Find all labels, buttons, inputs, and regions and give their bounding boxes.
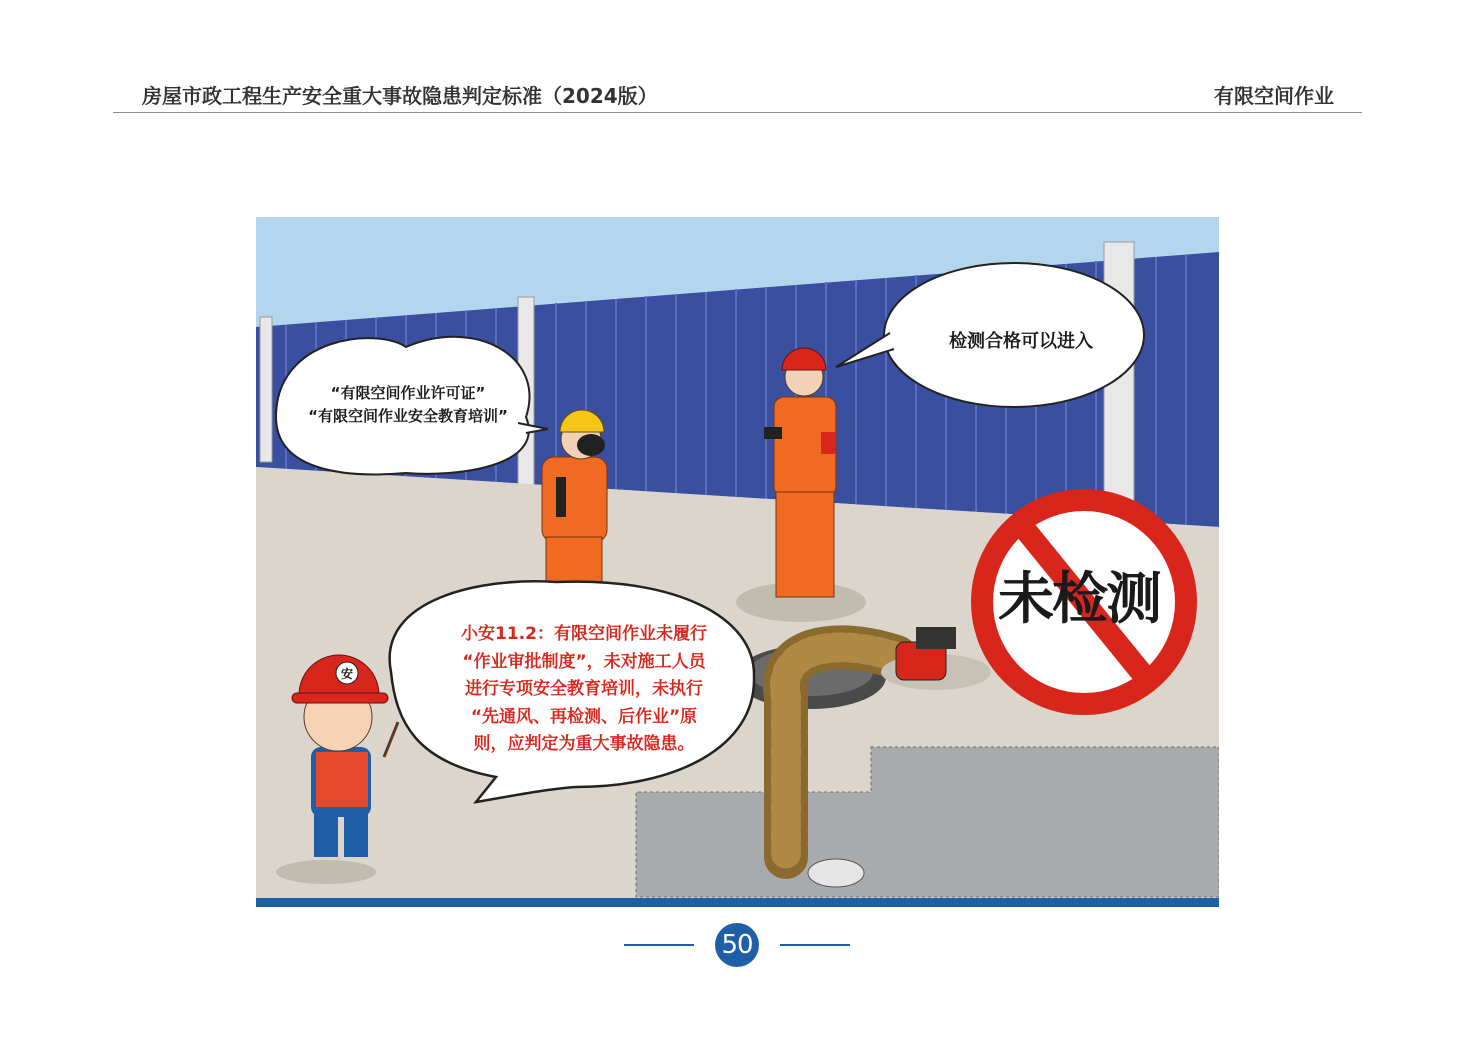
- rule-line: 小安11.2：有限空间作业未履行: [461, 624, 707, 644]
- helmet-mark: 安: [340, 667, 354, 681]
- rule-bubble-text: [424, 621, 744, 759]
- permit-line-1: “有限空间作业许可证”: [330, 384, 486, 402]
- rule-line: “作业审批制度”，未对施工人员: [462, 651, 706, 672]
- safety-illustration: [256, 217, 1219, 907]
- page-number: 50: [721, 930, 753, 960]
- section-title: 有限空间作业: [1214, 84, 1334, 108]
- page-header: [113, 78, 1362, 113]
- footer-rule-right: [780, 944, 850, 946]
- rule-line: 则，应判定为重大事故隐患。: [473, 734, 695, 754]
- document-title: 房屋市政工程生产安全重大事故隐患判定标准（2024版）: [142, 84, 658, 108]
- footer-rule-left: [624, 944, 694, 946]
- page-number-badge: [715, 923, 759, 967]
- permit-line-2: “有限空间作业安全教育培训”: [308, 407, 508, 425]
- no-detection-sign-text: 未检测: [998, 567, 1160, 632]
- permit-bubble-text: [278, 382, 538, 428]
- test-bubble-text: 检测合格可以进入: [949, 331, 1093, 352]
- rule-line: “先通风、再检测、后作业”原: [470, 706, 698, 727]
- rule-line: 进行专项安全教育培训，未执行: [465, 679, 703, 699]
